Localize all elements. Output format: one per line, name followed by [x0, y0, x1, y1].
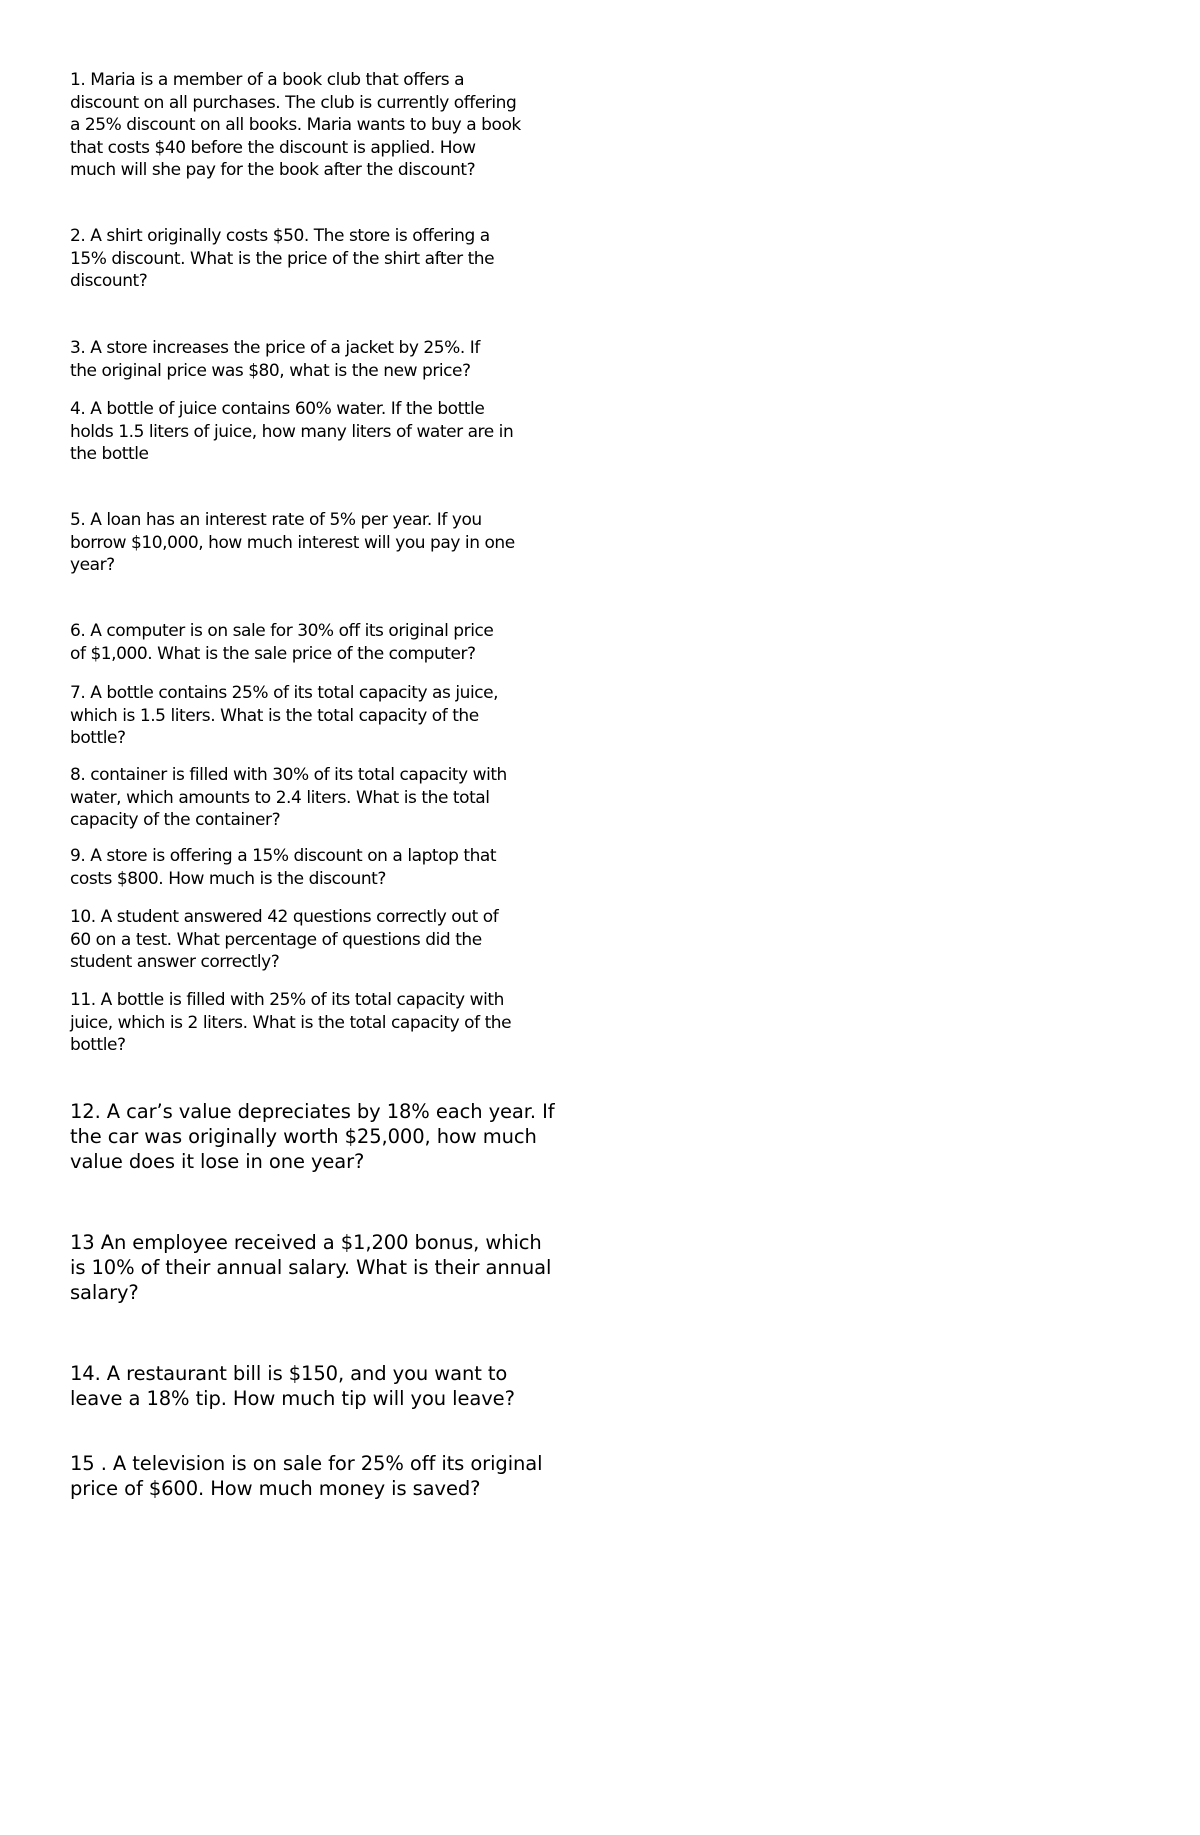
question-6: 6. A computer is on sale for 30% off its original price of $1,000. What is the sale price of the computer?: [70, 621, 494, 664]
question-1: 1. Maria is a member of a book club that offers a discount on all purchases. The club is currently offering a 25% discount on all books. Maria wants to buy a book that costs $40 before the discount is applied. How much will she pay for the book after the discount?: [70, 70, 521, 180]
question-10: 10. A student answered 42 questions correctly out of 60 on a test. What percentage of questions did the student answer correctly?: [70, 907, 499, 972]
question-15: 15 . A television is on sale for 25% off its original price of $600. How much money is saved?: [70, 1452, 543, 1500]
question-2: 2. A shirt originally costs $50. The store is offering a 15% discount. What is the price of the shirt after the discount?: [70, 226, 495, 291]
question-8: 8. container is filled with 30% of its total capacity with water, which amounts to 2.4 liters. What is the total capacity of the container?: [70, 765, 507, 830]
question-9: 9. A store is offering a 15% discount on a laptop that costs $800. How much is the discount?: [70, 846, 497, 889]
question-12: 12. A car’s value depreciates by 18% each year. If the car was originally worth $25,000, how much value does it lose in one year?: [70, 1100, 555, 1173]
question-13: 13 An employee received a $1,200 bonus, which is 10% of their annual salary. What is their annual salary?: [70, 1231, 552, 1304]
question-3: 3. A store increases the price of a jacket by 25%. If the original price was $80, what is the new price?: [70, 338, 480, 381]
question-7: 7. A bottle contains 25% of its total capacity as juice, which is 1.5 liters. What is the total capacity of the bottle?: [70, 683, 499, 748]
question-4: 4. A bottle of juice contains 60% water. If the bottle holds 1.5 liters of juice, how many liters of water are in the bottle: [70, 399, 514, 464]
question-11: 11. A bottle is filled with 25% of its total capacity with juice, which is 2 liters. What is the total capacity of the bottle?: [70, 990, 512, 1055]
question-14: 14. A restaurant bill is $150, and you want to leave a 18% tip. How much tip will you leave?: [70, 1362, 515, 1410]
question-5: 5. A loan has an interest rate of 5% per year. If you borrow $10,000, how much interest will you pay in one year?: [70, 510, 515, 575]
